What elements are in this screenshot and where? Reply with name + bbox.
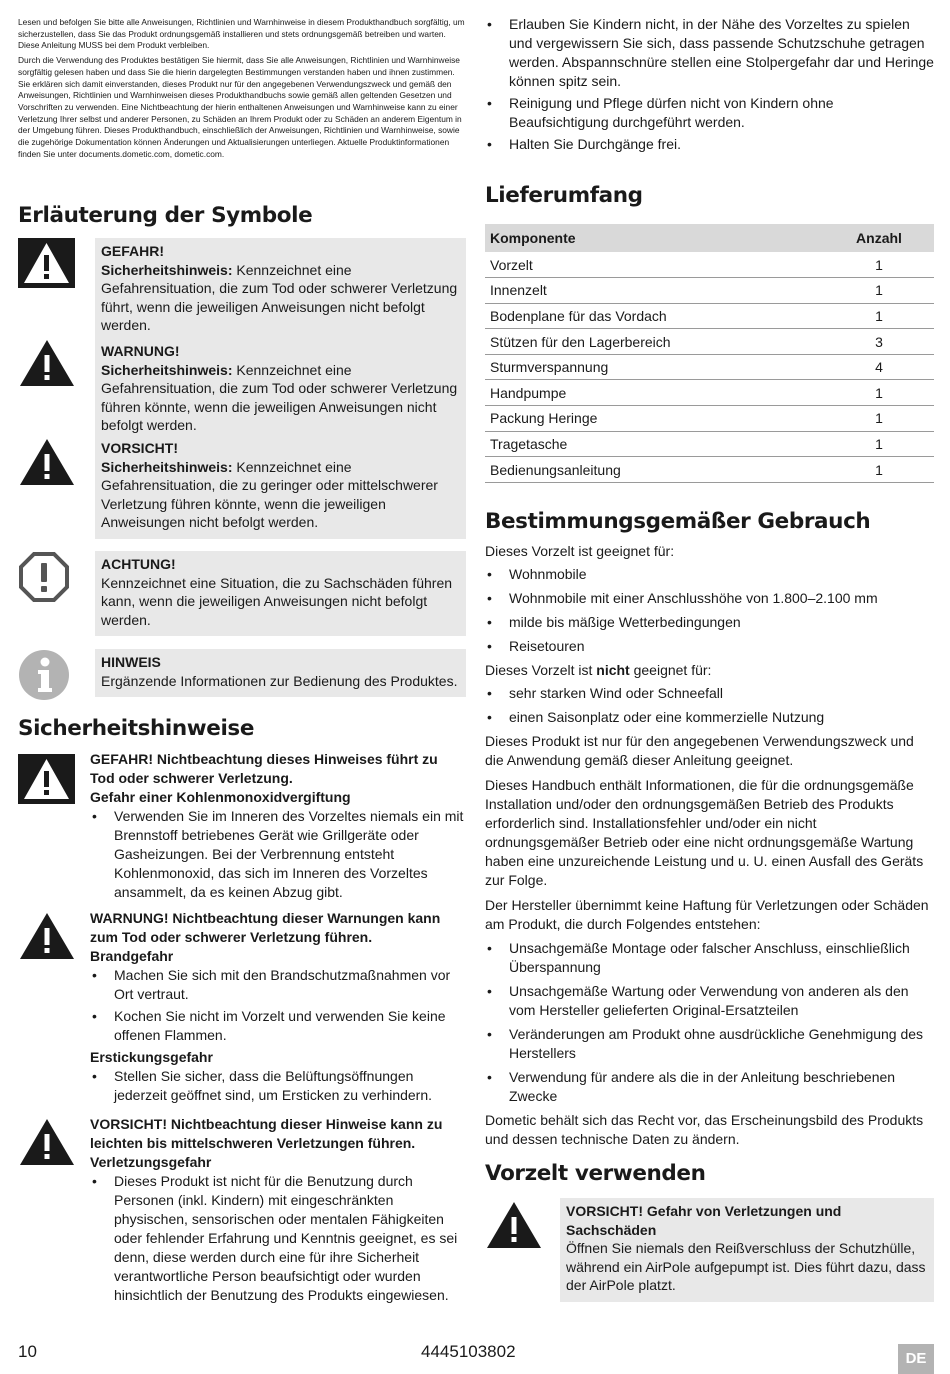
safety-warning-block: [18, 909, 466, 1108]
suitable-intro: Dieses Vorzelt ist geeignet für:: [485, 543, 675, 559]
table-cell: 1: [824, 431, 934, 457]
symbol-caution-box: [95, 435, 466, 539]
table-cell: Innenzelt: [485, 278, 824, 304]
table-row: [485, 406, 934, 432]
safety-caution-block: [18, 1115, 466, 1308]
scope-table: [485, 224, 934, 483]
notice-octagon-icon: [18, 551, 78, 608]
safety-caution-sub: Verletzungsgefahr: [90, 1154, 212, 1170]
symbol-caution-text: Kennzeichnet eine Gefahrensituation, die zu geringer oder mittelschwerer Verletzung führen könnte, wenn die jeweiligen Anweisungen nicht befolgt werden.: [101, 458, 438, 531]
table-cell: 1: [824, 406, 934, 432]
not-suitable-list: [485, 684, 934, 727]
symbol-danger-label: GEFAHR!: [101, 243, 164, 259]
symbol-warning-box: [95, 338, 466, 442]
table-header-component: Komponente: [485, 224, 824, 252]
danger-square-icon: [18, 238, 78, 293]
list-item: • Reinigung und Pflege dürfen nicht von Kindern ohne Beaufsichtigung durchgeführt werden.: [485, 94, 934, 132]
symbol-warning: [18, 338, 466, 442]
list-item: • einen Saisonplatz oder eine kommerzielle Nutzung: [485, 708, 934, 727]
symbol-warning-prefix: Sicherheitshinweis:: [101, 361, 233, 378]
list-item: • Wohnmobile: [485, 565, 934, 584]
symbols-heading: Erläuterung der Symbole: [18, 203, 313, 228]
table-cell: Stützen für den Lagerbereich: [485, 329, 824, 355]
liability-list: [485, 939, 934, 1106]
warning-triangle-icon: [18, 909, 90, 1108]
table-row: [485, 252, 934, 278]
safety-warning-sub2: Erstickungsgefahr: [90, 1049, 213, 1065]
use-caution-box: [560, 1198, 934, 1302]
safety-right-list: [485, 15, 934, 154]
list-item: • Veränderungen am Produkt ohne ausdrückliche Genehmigung des Herstellers: [485, 1025, 934, 1063]
symbol-danger-text: Kennzeichnet eine Gefahrensituation, die zum Tod oder schwerer Verletzung führt, wenn die jeweiligen Anweisungen nicht befolgt werden.: [101, 261, 458, 334]
intro-paragraph-2: Durch die Verwendung des Produktes bestätigen Sie hiermit, dass Sie alle Anweisungen, Richtlinien und Warnhinweise sorgfältig gelesen haben und dass Sie die hierin dargelegten Bestimmungen verstanden haben und ihnen zustimmen. Sie erklären sich damit einverstanden, dieses Produkt nur für den angegebenen Verwendungszweck und gemäß den Anweisungen, Richtlinien und Warnhinweisen dieses Produkthandbuchs sowie gemäß allen geltenden Gesetzen und Vorschriften zu verwenden. Eine Nichtbeachtung der hierin enthaltenen Anweisungen und Warnhinweise kann zu einer Verletzung Ihrer selbst und anderer Personen, zu Schäden an Ihrem Produkt oder zu Schäden an anderem Eigentum in der Umgebung führen. Dieses Produkthandbuch, einschließlich der Anweisungen, Richtlinien und Warnhinweise, sowie die zugehörige Dokumentation können Änderungen und Aktualisierungen unterliegen. Aktuelle Produktinformationen finden Sie unter documents.dometic.com, dometic.com.: [18, 55, 462, 159]
table-cell: 1: [824, 457, 934, 483]
symbol-notice-box: [95, 551, 466, 636]
intended-use-heading: Bestimmungsgemäßer Gebrauch: [485, 509, 871, 534]
language-badge: DE: [898, 1344, 934, 1374]
intro-text: [18, 0, 466, 160]
table-header-quantity: Anzahl: [824, 224, 934, 252]
list-item: • sehr starken Wind oder Schneefall: [485, 684, 934, 703]
table-cell: Bedienungsanleitung: [485, 457, 824, 483]
intended-paragraph-4: Dometic behält sich das Recht vor, das Erscheinungsbild des Produkts und dessen technische Daten zu ändern.: [485, 1112, 924, 1147]
symbol-notice-text: Kennzeichnet eine Situation, die zu Sachschäden führen kann, wenn die jeweiligen Anweisungen nicht befolgt werden.: [101, 574, 453, 628]
symbol-notice-label: ACHTUNG!: [101, 556, 176, 572]
safety-caution-title: VORSICHT! Nichtbeachtung dieser Hinweise kann zu leichten bis mittelschweren Verletzungen führen.: [90, 1116, 443, 1151]
table-cell: Vorzelt: [485, 252, 824, 278]
page-number: 10: [18, 1342, 37, 1361]
symbol-caution-prefix: Sicherheitshinweis:: [101, 458, 233, 475]
intended-use-section: [485, 542, 934, 1149]
table-row: [485, 431, 934, 457]
table-cell: Tragetasche: [485, 431, 824, 457]
left-column: [18, 0, 466, 163]
list-item: • Unsachgemäße Montage oder falscher Anschluss, einschließlich Überspannung: [485, 939, 934, 977]
list-item: • milde bis mäßige Wetterbedingungen: [485, 613, 934, 632]
table-row: [485, 380, 934, 406]
caution-triangle-icon: [18, 1115, 90, 1308]
symbol-info-label: HINWEIS: [101, 654, 161, 670]
intended-paragraph-2: Dieses Handbuch enthält Informationen, die für die ordnungsgemäße Installation und/oder den ordnungsgemäßen Betrieb des Produkts erforderlich sind. Installationsfehler und/oder ein nicht ordnungsgemäßer Betrieb oder eine nicht ordnungsgemäße Wartung haben eine unzureichende Leistung und u. U. einen Ausfall des Geräts zur Folge.: [485, 777, 924, 888]
symbol-caution-label: VORSICHT!: [101, 440, 178, 456]
table-cell: 3: [824, 329, 934, 355]
list-item: • Wohnmobile mit einer Anschlusshöhe von 1.800–2.100 mm: [485, 589, 934, 608]
table-cell: 1: [824, 278, 934, 304]
list-item: • Dieses Produkt ist nicht für die Benutzung durch Personen (inkl. Kindern) mit eingeschränkten physischen, sensorischen oder mentalen Fähigkeiten oder fehlender Erfahrung und Kenntnis geeignet, es sei denn, diese werden durch eine für ihre Sicherheit verantwortliche Person beaufsichtigt oder wurden hinsichtlich der Benutzung des Produkts eingewiesen.: [90, 1172, 466, 1305]
table-cell: 1: [824, 380, 934, 406]
list-item: • Machen Sie sich mit den Brandschutzmaßnahmen vor Ort vertraut.: [90, 966, 466, 1004]
safety-danger-sub: Gefahr einer Kohlenmonoxidvergiftung: [90, 789, 351, 805]
symbol-danger-prefix: Sicherheitshinweis:: [101, 261, 233, 278]
symbol-warning-label: WARNUNG!: [101, 343, 180, 359]
list-item: • Kochen Sie nicht im Vorzelt und verwenden Sie keine offenen Flammen.: [90, 1007, 466, 1045]
use-caution-block: [485, 1198, 934, 1302]
warning-triangle-icon: [18, 338, 78, 393]
use-awning-heading: Vorzelt verwenden: [485, 1161, 706, 1186]
safety-warning-sub1: Brandgefahr: [90, 948, 174, 964]
symbol-info-box: [95, 649, 466, 697]
table-cell: Bodenplane für das Vordach: [485, 303, 824, 329]
safety-caution-list: [90, 1172, 466, 1305]
caution-triangle-icon: [18, 435, 78, 492]
list-item: • Unsachgemäße Wartung oder Verwendung von anderen als den vom Hersteller gelieferten Original-Ersatzteilen: [485, 982, 934, 1020]
danger-square-icon: [18, 750, 90, 905]
suitable-list: [485, 565, 934, 656]
list-item: • Erlauben Sie Kindern nicht, in der Nähe des Vorzeltes zu spielen und vergewissern Sie sich, dass passende Schutzschuhe getragen werden. Abspannschnüre stellen eine Stolpergefahr dar und Heringe können spitz sein.: [485, 15, 934, 91]
safety-warning-list-1: [90, 966, 466, 1045]
not-suitable-intro-c: geeignet für:: [629, 662, 712, 678]
intro-paragraph-1: Lesen und befolgen Sie bitte alle Anweisungen, Richtlinien und Warnhinweise in diesem Produkthandbuch sorgfältig, um sicherzustellen, dass Sie das Produkt ordnungsgemäß installieren und stets ordnungsgemäß betreiben und warten. Diese Anleitung MUSS bei dem Produkt verbleiben.: [18, 17, 465, 51]
symbol-danger: [18, 238, 466, 342]
caution-triangle-icon: [485, 1198, 545, 1255]
table-cell: 1: [824, 252, 934, 278]
table-row: [485, 457, 934, 483]
safety-right-continuation: [485, 15, 934, 157]
table-row: [485, 329, 934, 355]
table-row: [485, 278, 934, 304]
table-row: [485, 303, 934, 329]
symbol-warning-text: Kennzeichnet eine Gefahrensituation, die zum Tod oder schwerer Verletzung führen könnte, wenn die jeweiligen Anweisungen nicht befolgt werden.: [101, 361, 458, 434]
list-item: • Halten Sie Durchgänge frei.: [485, 135, 934, 154]
safety-danger-title: GEFAHR! Nichtbeachtung dieses Hinweises führt zu Tod oder schwerer Verletzung.: [90, 751, 438, 786]
symbol-info: [18, 649, 466, 706]
not-suitable-intro-emphasis: nicht: [596, 662, 630, 678]
table-cell: Sturmverspannung: [485, 354, 824, 380]
list-item: • Reisetouren: [485, 637, 934, 656]
list-item: • Verwendung für andere als die in der Anleitung beschriebenen Zwecke: [485, 1068, 934, 1106]
table-cell: Packung Heringe: [485, 406, 824, 432]
intended-paragraph-3: Der Hersteller übernimmt keine Haftung für Verletzungen oder Schäden am Produkt, die durch Folgendes entstehen:: [485, 897, 929, 932]
safety-danger-list: [90, 807, 466, 902]
safety-warning-list-2: [90, 1067, 466, 1105]
symbol-info-text: Ergänzende Informationen zur Bedienung des Produktes.: [101, 672, 458, 689]
symbol-danger-box: [95, 238, 466, 342]
safety-danger-block: [18, 750, 466, 905]
symbol-caution: [18, 435, 466, 539]
symbol-notice: [18, 551, 466, 636]
info-circle-icon: [18, 649, 78, 706]
safety-heading: Sicherheitshinweise: [18, 716, 254, 741]
list-item: • Verwenden Sie im Inneren des Vorzeltes niemals ein mit Brennstoff betriebenes Gerät wie Grillgeräte oder Gasheizungen. Bei der Verbrennung entsteht Kohlenmonoxid, das sich im Inneren des Vorzeltes ansammelt, da es keinen Abzug gibt.: [90, 807, 466, 902]
table-header-row: [485, 224, 934, 252]
scope-heading: Lieferumfang: [485, 183, 643, 208]
table-cell: Handpumpe: [485, 380, 824, 406]
table-row: [485, 354, 934, 380]
use-caution-text: Öffnen Sie niemals den Reißverschluss der Schutzhülle, während ein AirPole aufgepumpt ist. Dies führt dazu, dass der AirPole platzt.: [566, 1240, 926, 1294]
document-number: 4445103802: [421, 1342, 516, 1361]
intended-paragraph-1: Dieses Produkt ist nur für den angegebenen Verwendungszweck und die Anwendung gemäß dieser Anleitung geeignet.: [485, 733, 914, 768]
safety-warning-title: WARNUNG! Nichtbeachtung dieser Warnungen kann zum Tod oder schwerer Verletzung führen.: [90, 910, 441, 945]
list-item: • Stellen Sie sicher, dass die Belüftungsöffnungen jederzeit geöffnet sind, um Ersticken zu verhindern.: [90, 1067, 466, 1105]
table-cell: 1: [824, 303, 934, 329]
not-suitable-intro: [485, 661, 934, 680]
table-cell: 4: [824, 354, 934, 380]
not-suitable-intro-a: Dieses Vorzelt ist: [485, 662, 597, 678]
use-caution-title: VORSICHT! Gefahr von Verletzungen und Sachschäden: [566, 1203, 842, 1238]
